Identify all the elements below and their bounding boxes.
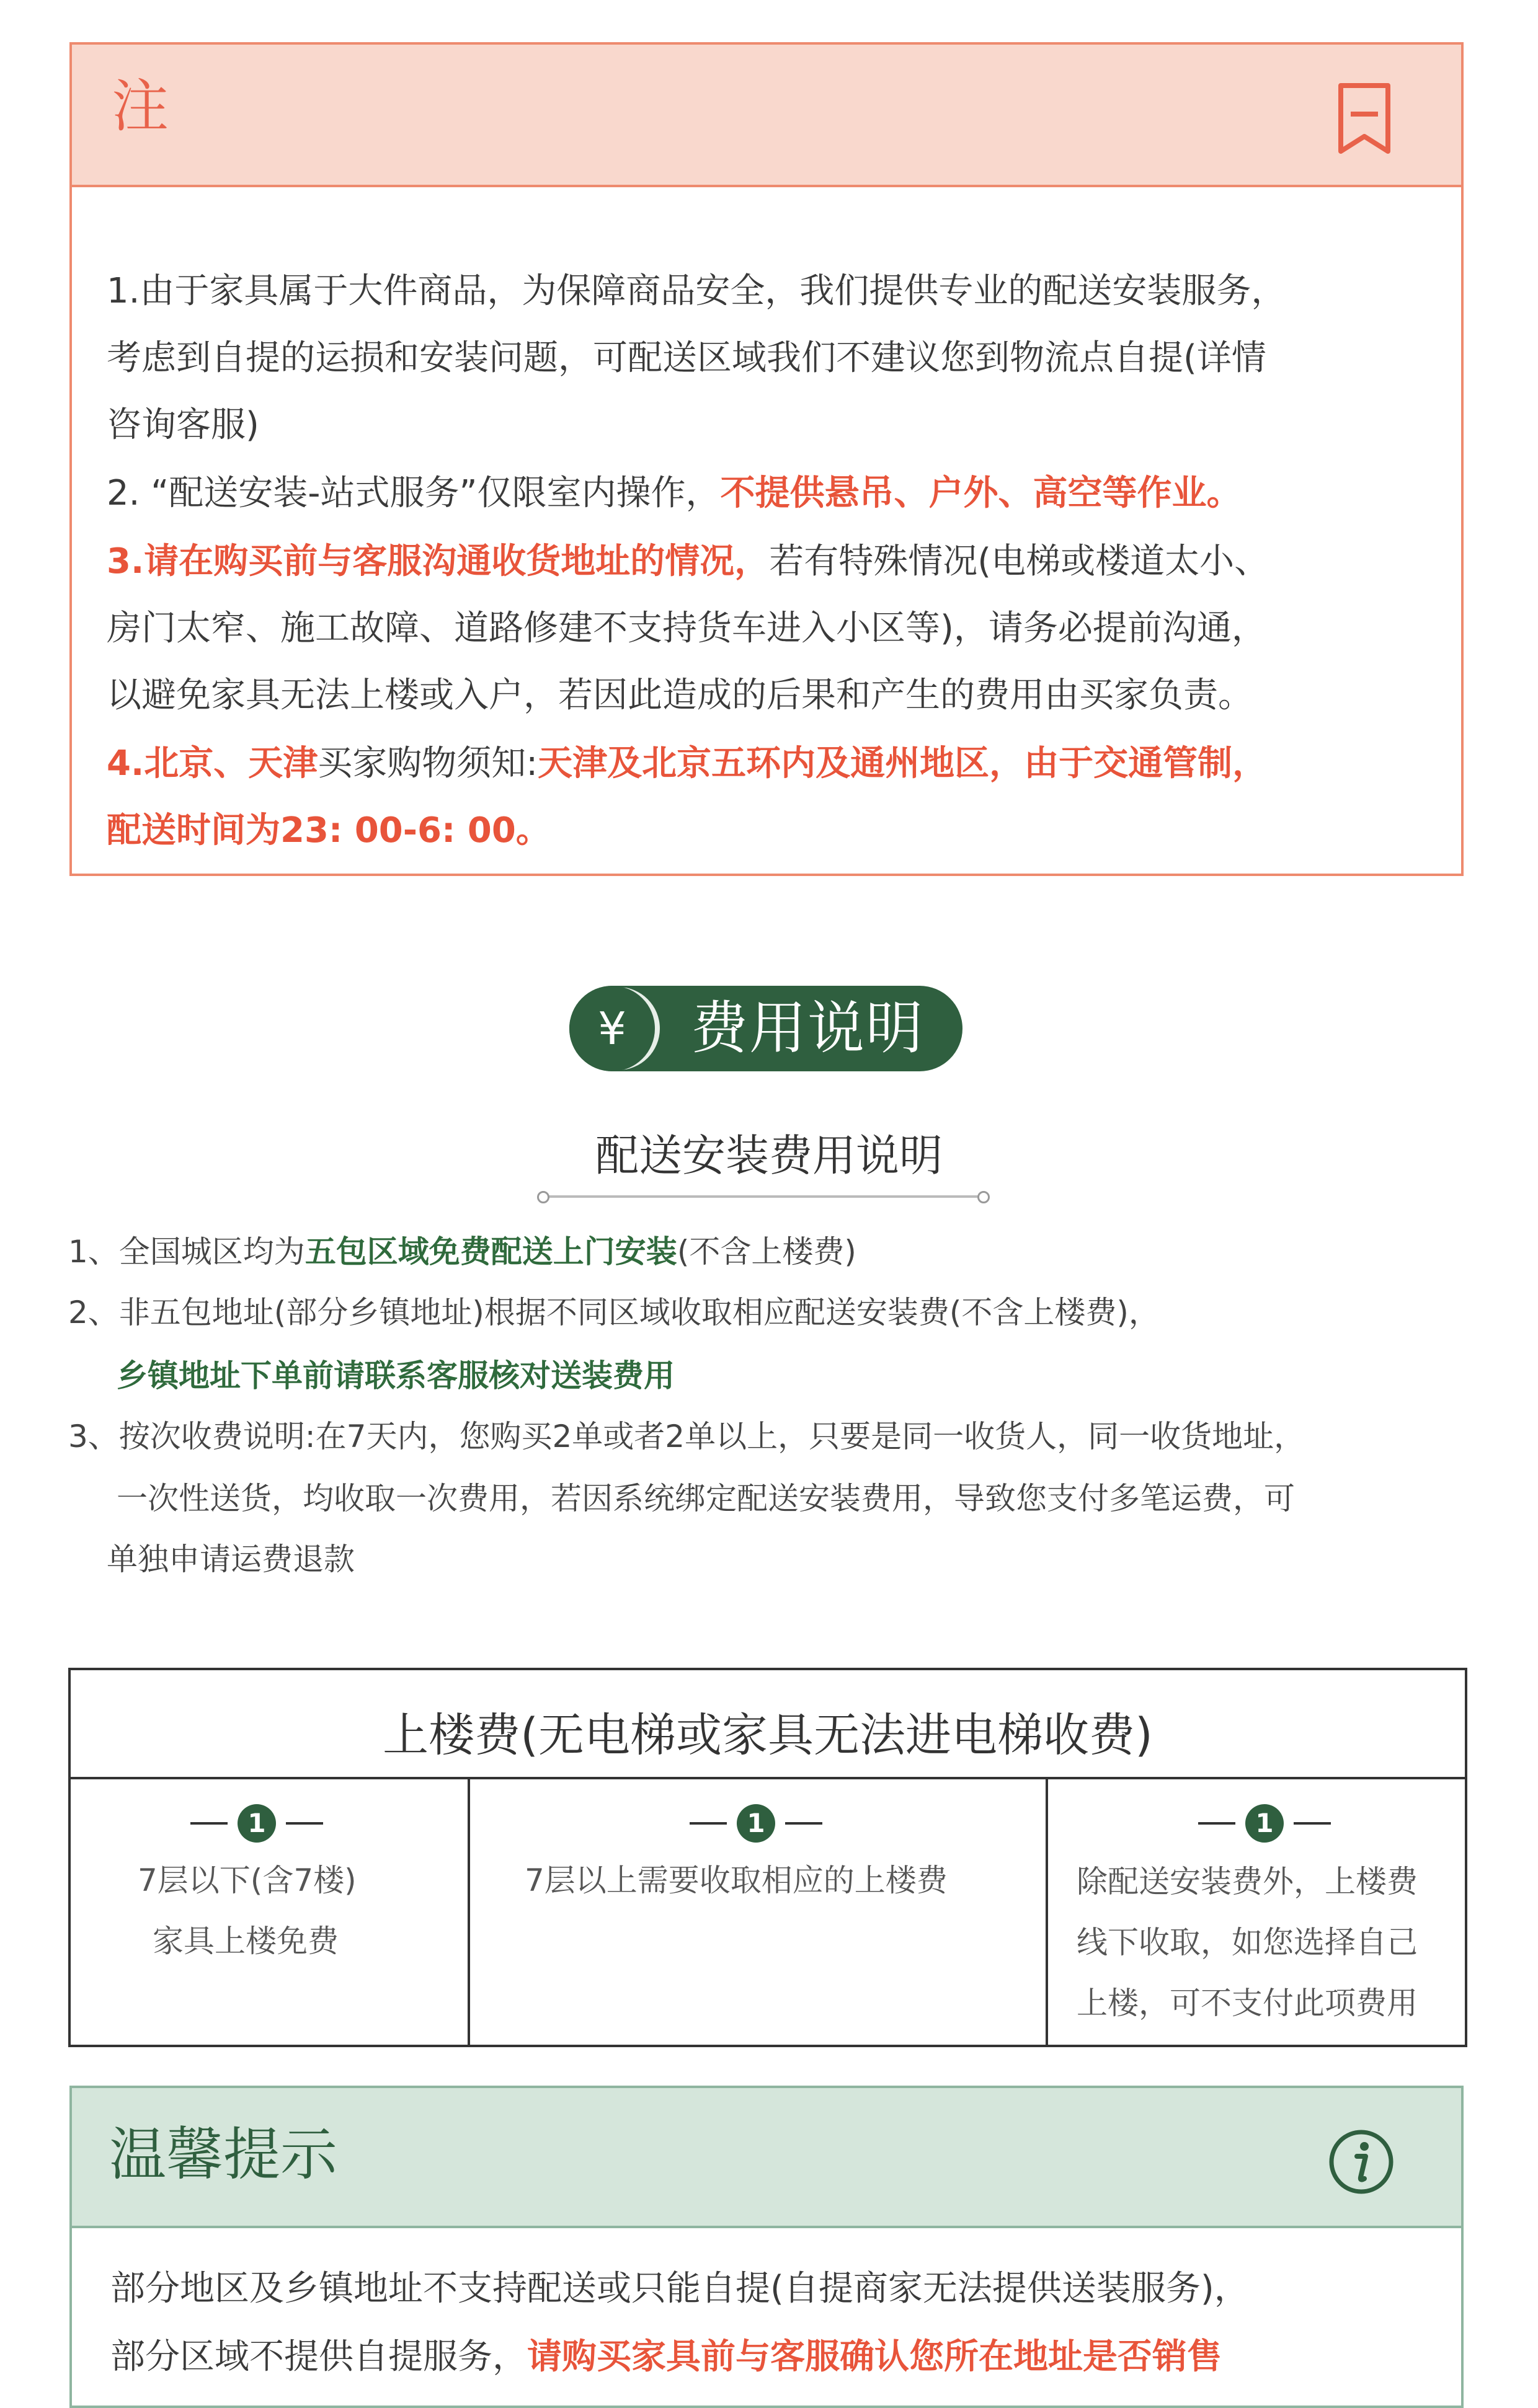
- text-line: [110, 2337, 1222, 2377]
- step-number: 1: [238, 1804, 276, 1843]
- highlighted-text: 五包区域免费配送上门安装: [304, 1234, 677, 1270]
- text-line: [107, 675, 1253, 715]
- highlighted-text: 请购买家具前与客服确认您所在地址是否销售: [527, 2337, 1222, 2377]
- text-line: [107, 405, 259, 445]
- cell-text: 家具上楼免费: [153, 1923, 339, 1959]
- step-line: [1294, 1822, 1331, 1825]
- note-box: [69, 42, 1464, 876]
- cell-text: 7层以下(含7楼): [138, 1862, 357, 1898]
- text-segment: 房门太窄、施工故障、道路修建不支持货车进入小区等)，请务必提前沟通，: [107, 608, 1266, 648]
- tips-box: [69, 2086, 1464, 2408]
- step-number: 1: [737, 1804, 775, 1843]
- step-marker: [1198, 1802, 1331, 1845]
- text-segment: 3、按次收费说明:在7天内，您购买2单或者2单以上，只要是同一收货人，同一收货地址，: [68, 1419, 1305, 1454]
- underline-dot-right: [977, 1191, 990, 1203]
- note-title: 注: [112, 73, 169, 139]
- tips-header: [72, 2088, 1461, 2228]
- highlighted-text: 配送时间为23: 00-6: 00。: [107, 810, 551, 851]
- highlighted-text: 不提供悬吊、户外、高空等作业。: [720, 473, 1242, 513]
- step-number: 1: [1245, 1804, 1284, 1843]
- text-segment: (不含上楼费): [677, 1234, 856, 1270]
- text-segment: 一次性送货，均收取一次费用，若因系统绑定配送安装费用，导致您支付多笔运费，可: [117, 1481, 1295, 1516]
- highlighted-text: 天津及北京五环内及通州地区，由于交通管制，: [538, 743, 1268, 784]
- fee-heading: 配送安装费用说明: [595, 1130, 943, 1181]
- text-segment: 部分区域不提供自提服务，: [110, 2337, 527, 2377]
- text-segment: 2. “配送安装-站式服务”仅限室内操作，: [107, 473, 721, 513]
- step-line: [1198, 1822, 1235, 1825]
- text-segment: 考虑到自提的运损和安装问题，可配送区域我们不建议您到物流点自提(详情: [107, 338, 1266, 378]
- text-line: [107, 608, 1266, 648]
- highlighted-text: 4.北京、天津: [107, 743, 318, 784]
- step-line: [690, 1822, 727, 1825]
- text-line: [117, 1483, 1295, 1514]
- highlighted-text: 乡镇地址下单前请联系客服核对送装费用: [117, 1358, 675, 1394]
- underline-dot-left: [537, 1191, 549, 1203]
- cell-text: 除配送安装费外，上楼费: [1077, 1864, 1418, 1900]
- cell-text: 7层以上需要收取相应的上楼费: [525, 1862, 948, 1898]
- text-line: [68, 1421, 1305, 1452]
- text-line: [107, 338, 1266, 378]
- note-header: [72, 45, 1461, 187]
- text-line: [107, 473, 1242, 513]
- text-segment: 1.由于家具属于大件商品，为保障商品安全，我们提供专业的配送安装服务，: [107, 271, 1286, 311]
- text-segment: 单独申请运费退款: [107, 1541, 355, 1577]
- text-line: [107, 271, 1286, 311]
- tips-title: 温馨提示: [109, 2122, 338, 2188]
- text-line: [68, 1297, 1160, 1328]
- text-line: [107, 810, 551, 851]
- text-segment: 以避免家具无法上楼或入户，若因此造成的后果和产生的费用由买家负责。: [107, 675, 1253, 715]
- column-divider: [468, 1779, 470, 2047]
- text-line: [107, 743, 1268, 784]
- cell-text: 上楼，可不支付此项费用: [1077, 1985, 1418, 2021]
- text-line: [68, 1234, 856, 1270]
- yen-icon: ¥: [598, 1003, 626, 1055]
- stairs-table-title: 上楼费(无电梯或家具无法进电梯收费): [383, 1709, 1153, 1762]
- step-line: [190, 1822, 228, 1825]
- bookmark-icon: [1333, 82, 1395, 156]
- step-marker: [190, 1802, 323, 1845]
- highlighted-text: 3.请在购买前与客服沟通收货地址的情况，: [107, 541, 770, 582]
- column-divider: [1046, 1779, 1048, 2047]
- fee-section-title: 费用说明: [691, 995, 925, 1061]
- text-segment: 买家购物须知:: [318, 743, 538, 784]
- text-line: [107, 541, 1269, 582]
- text-segment: 咨询客服): [107, 405, 259, 445]
- step-line: [286, 1822, 323, 1825]
- text-segment: 若有特殊情况(电梯或楼道太小、: [769, 541, 1269, 582]
- text-segment: 部分地区及乡镇地址不支持配送或只能自提(自提商家无法提供送装服务)，: [110, 2269, 1249, 2309]
- text-segment: 2、非五包地址(部分乡镇地址)根据不同区域收取相应配送安装费(不含上楼费)，: [68, 1295, 1160, 1330]
- cell-text: 线下收取，如您选择自己: [1077, 1924, 1418, 1960]
- text-line: [107, 1541, 355, 1577]
- step-line: [785, 1822, 822, 1825]
- heading-underline: [543, 1195, 984, 1198]
- step-marker: [690, 1802, 822, 1845]
- info-icon: [1327, 2128, 1395, 2196]
- text-line: [117, 1358, 675, 1394]
- text-line: [110, 2269, 1249, 2309]
- stairs-table-header: [71, 1670, 1465, 1779]
- text-segment: 1、全国城区均为: [68, 1234, 305, 1270]
